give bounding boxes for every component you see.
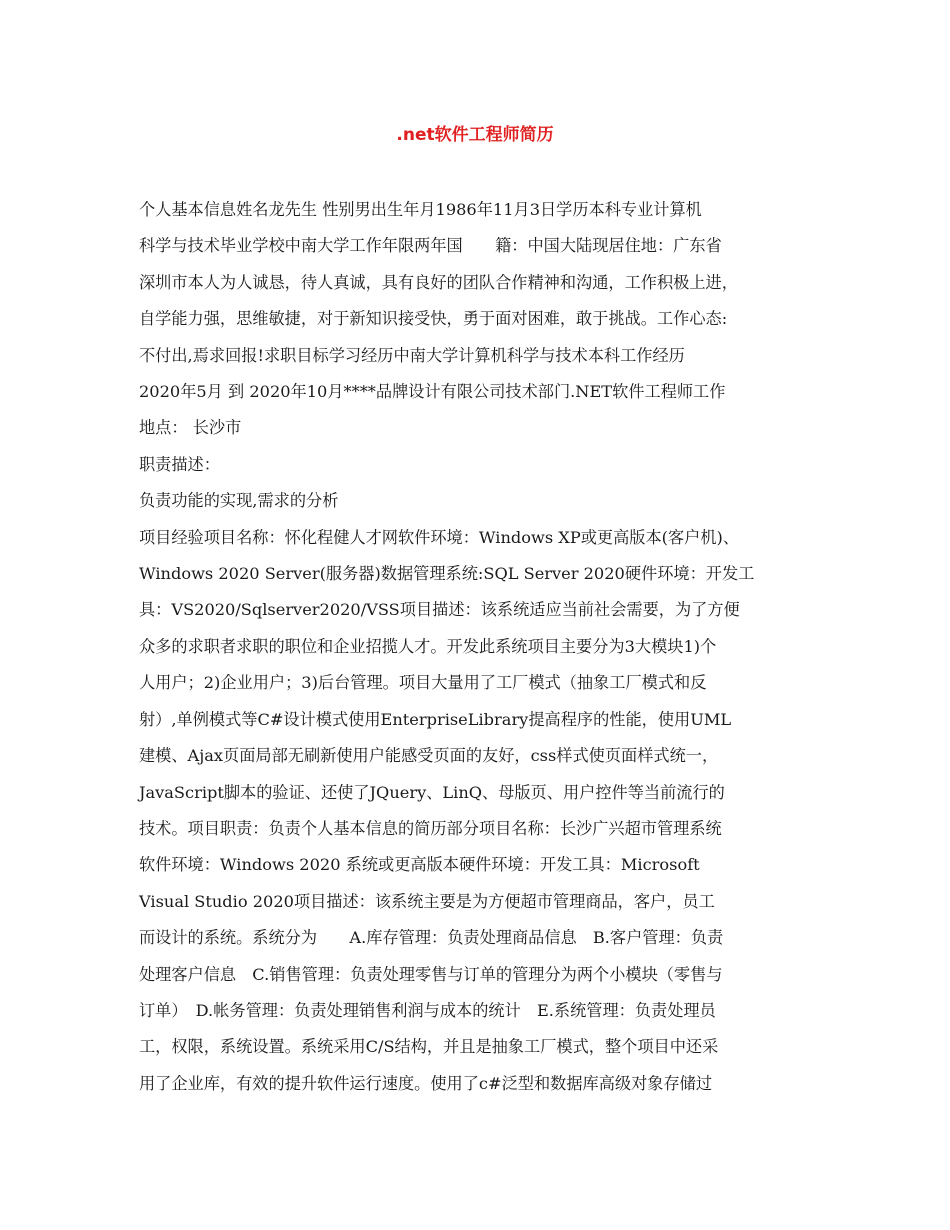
body-line: 项目经验项目名称：怀化程健人才网软件环境：Windows XP或更高版本(客户机)、 (139, 527, 740, 547)
body-line: 处理客户信息 C.销售管理：负责处理零售与订单的管理分为两个小模块（零售与 (139, 964, 723, 984)
body-line: 建模、Ajax页面局部无刷新使用户能感受页面的友好，css样式使页面样式统一， (139, 746, 719, 766)
body-line: 射）,单例模式等C#设计模式使用EnterpriseLibrary提高程序的性能，使用UML (139, 709, 732, 729)
body-line: 软件环境：Windows 2020 系统或更高版本硬件环境：开发工具：Microsoft (139, 855, 700, 875)
body-line: 众多的求职者求职的职位和企业招揽人才。开发此系统项目主要分为3大模块1)个 (139, 636, 717, 656)
body-line: JavaScript脚本的验证、还使了JQuery、LinQ、母版页、用户控件等当前流行的 (139, 782, 725, 802)
body-line: 科学与技术毕业学校中南大学工作年限两年国 籍：中国大陆现居住地：广东省 (139, 236, 722, 256)
body-line: 不付出,焉求回报!求职目标学习经历中南大学计算机科学与技术本科工作经历 (139, 345, 685, 365)
body-line: 自学能力强，思维敏捷，对于新知识接受快，勇于面对困难，敢于挑战。工作心态: (139, 309, 728, 329)
body-line: 2020年5月 到 2020年10月****品牌设计有限公司技术部门.NET软件工程师工作 (139, 382, 726, 402)
body-line: 职责描述： (139, 454, 220, 474)
body-line: 用了企业库，有效的提升软件运行速度。使用了c#泛型和数据库高级对象存储过 (139, 1073, 713, 1093)
body-line: 订单） D.帐务管理：负责处理销售利润与成本的统计 E.系统管理：负责处理员 (139, 1000, 716, 1020)
body-line: 技术。项目职责：负责个人基本信息的简历部分项目名称：长沙广兴超市管理系统 (139, 818, 722, 838)
body-line: 深圳市本人为人诚恳，待人真诚，具有良好的团队合作精神和沟通，工作积极上进， (139, 272, 738, 292)
document-title: .net软件工程师简历 (396, 125, 554, 145)
body-line: Visual Studio 2020项目描述：该系统主要是为方便超市管理商品，客户，员工 (139, 891, 715, 911)
body-line: 具：VS2020/Sqlserver2020/VSS项目描述：该系统适应当前社会需要，为了方便 (139, 600, 740, 620)
body-line: 负责功能的实现,需求的分析 (139, 491, 339, 511)
document-body (139, 192, 819, 1102)
body-line: Windows 2020 Server(服务器)数据管理系统:SQL Server 2020硬件环境：开发工 (139, 564, 755, 584)
body-line: 人用户；2)企业用户；3)后台管理。项目大量用了工厂模式（抽象工厂模式和反 (139, 673, 707, 693)
body-line: 而设计的系统。系统分为 A.库存管理：负责处理商品信息 B.客户管理：负责 (139, 928, 724, 948)
body-line: 个人基本信息姓名龙先生 性别男出生年月1986年11月3日学历本科专业计算机 (139, 200, 702, 219)
body-line: 地点： 长沙市 (139, 418, 242, 438)
body-line: 工，权限，系统设置。系统采用C/S结构，并且是抽象工厂模式，整个项目中还采 (139, 1037, 719, 1057)
